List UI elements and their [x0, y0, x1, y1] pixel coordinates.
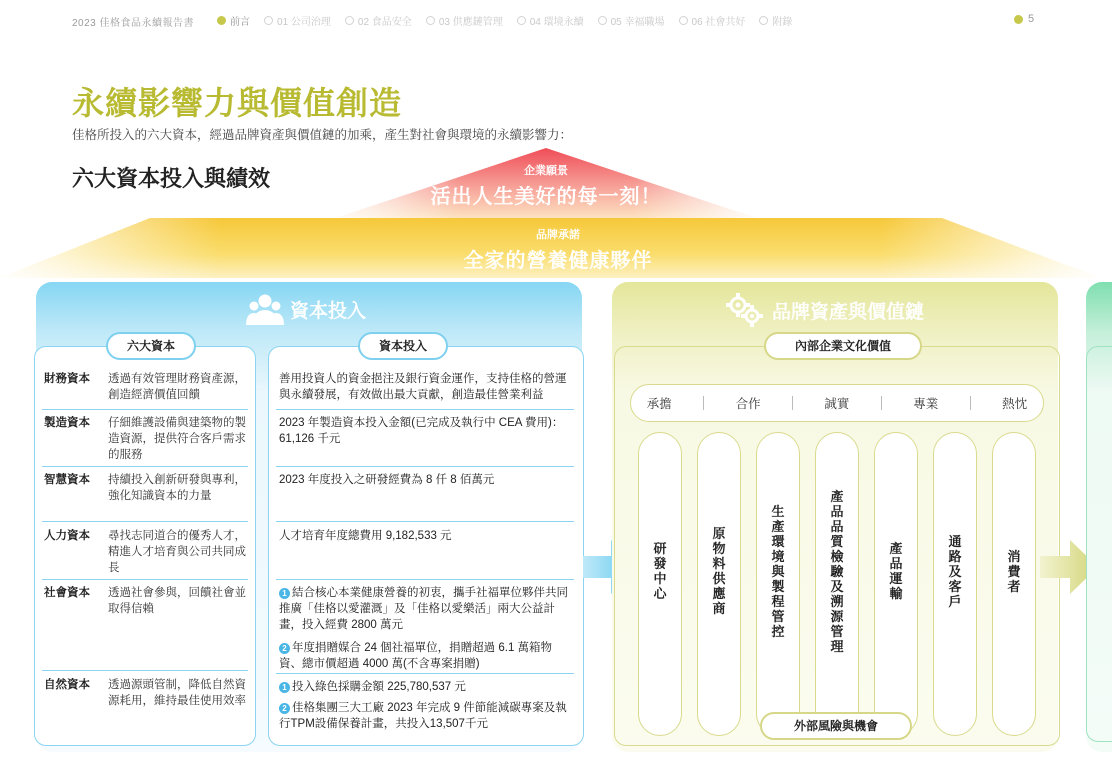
nav-dot-icon: [679, 16, 688, 25]
chain-channels: [933, 432, 977, 736]
nav-item-food-safety[interactable]: [345, 13, 412, 28]
divider: [42, 521, 248, 522]
report-title: 2023 佳格食品永續報告書: [72, 18, 195, 29]
investment-financial: 善用投資人的資金挹注及銀行資金運作，支持佳格的營運與永續發展，有效做出最大貢獻，創造最佳營業利益: [279, 373, 567, 401]
promise-label: 品牌承諾: [536, 229, 580, 241]
number-badge-icon: 2: [279, 643, 290, 654]
intro-text: 佳格所投入的六大資本，經過品牌資產與價值鏈的加乘，產生對社會與環境的永續影響力：: [72, 128, 573, 142]
nav-dot-icon: [264, 16, 273, 25]
capital-name: 財務資本: [44, 373, 90, 385]
page-title: 永續影響力與價值創造: [72, 85, 403, 121]
chain-suppliers: [697, 432, 741, 736]
capital-heading-text: 資本投入: [290, 300, 367, 322]
chapter-nav: [217, 13, 806, 28]
culture-values: [630, 384, 1044, 422]
divider: [703, 396, 704, 410]
brand-heading-text: 品牌資產與價值鏈: [772, 301, 925, 323]
promise-text: 全家的營養健康夥伴: [463, 250, 653, 272]
investment-manufacturing: 2023 年製造資本投入金額(已完成及執行中 CEA 費用)：61,126 千元: [279, 417, 564, 445]
investment-social-1: [279, 585, 573, 633]
nav-label: 05 幸福職場: [610, 17, 665, 28]
investment-intellectual: 2023 年度投入之研發經費為 8 仟 8 佰萬元: [279, 474, 495, 486]
divider: [792, 396, 793, 410]
chain-rd-center: [638, 432, 682, 736]
value-item: 合作: [735, 397, 761, 411]
capital-desc: 仔細維護設備與建築物的製造資源，提供符合客戶需求的服務: [108, 417, 246, 461]
nav-dot-icon: [517, 16, 526, 25]
page-number-value: 5: [1028, 13, 1035, 25]
investment-text: 結合核心本業健康營養的初衷，攜手社福單位夥伴共同推廣「佳格以愛灌溉」及「佳格以愛樂活」兩大公益計畫，投入經費 2800 萬元: [279, 587, 568, 631]
investment-natural-1: [279, 679, 573, 695]
divider: [42, 466, 248, 467]
divider: [42, 579, 248, 580]
capital-desc: 持續投入創新研發與專利，強化知識資本的力量: [108, 474, 246, 502]
chain-transport: [874, 432, 918, 736]
divider: [42, 670, 248, 671]
nav-item-supply-chain[interactable]: [426, 13, 503, 28]
nav-item-workplace[interactable]: [598, 13, 665, 28]
col-header-capitals: 六大資本: [106, 332, 196, 360]
chain-quality: [815, 432, 859, 736]
nav-dot-icon: [217, 16, 226, 25]
divider: [276, 409, 574, 410]
people-icon: [246, 292, 284, 326]
capital-desc: 尋找志同道合的優秀人才，精進人才培育與公司共同成長: [108, 530, 246, 574]
page-number: [1014, 13, 1034, 25]
chain-label: 生 產 環 境 與 製 程 管 控: [771, 503, 785, 639]
nav-label: 前言: [230, 17, 250, 28]
chain-label: 產 品 運 輸: [889, 541, 903, 601]
chain-consumers: [992, 432, 1036, 736]
nav-item-appendix[interactable]: [759, 13, 792, 28]
capital-name: 製造資本: [44, 417, 90, 429]
brand-heading: [724, 292, 924, 328]
capital-heading: [246, 292, 366, 326]
external-label: 外部風險與機會: [760, 712, 912, 740]
nav-item-environment[interactable]: [517, 13, 584, 28]
value-item: 專業: [913, 397, 939, 411]
gears-icon: [724, 292, 764, 328]
capital-desc: 透過社會參與，回饋社會並取得信賴: [108, 587, 246, 615]
value-item: 熱忱: [1002, 397, 1028, 411]
divider: [970, 396, 971, 410]
nav-label: 02 食品安全: [357, 17, 412, 28]
nav-label: 06 社會共好: [691, 17, 746, 28]
capital-desc: 透過有效管理財務資產源，創造經濟價值回饋: [108, 373, 246, 401]
nav-label: 04 環境永續: [529, 17, 584, 28]
chain-production: [756, 432, 800, 736]
nav-label: 附錄: [772, 17, 793, 28]
chain-label: 通 路 及 客 戶: [948, 533, 962, 609]
nav-dot-icon: [345, 16, 354, 25]
investment-social-2: [279, 640, 573, 672]
investment-text: 投入綠色採購金額 225,780,537 元: [292, 681, 466, 693]
nav-dot-icon: [759, 16, 768, 25]
col-header-investment: 資本投入: [358, 332, 448, 360]
nav-item-preface[interactable]: [217, 13, 250, 28]
investment-text: 年度捐贈媒合 24 個社福單位，捐贈超過 6.1 萬箱物資、總市價超過 4000 萬(不含專案捐贈): [279, 642, 553, 670]
investment-human: 人才培育年度總費用 9,182,533 元: [279, 530, 452, 542]
nav-label: 01 公司治理: [277, 17, 331, 28]
divider: [276, 579, 574, 580]
nav-item-governance[interactable]: [264, 13, 331, 28]
number-badge-icon: 2: [279, 703, 290, 714]
divider: [276, 673, 574, 674]
divider: [881, 396, 882, 410]
chain-label: 產 品 品 質 檢 驗 及 溯 源 管 理: [830, 488, 844, 654]
investment-natural-2: [279, 700, 573, 732]
chain-label: 研 發 中 心: [653, 541, 667, 601]
divider: [42, 409, 248, 410]
page-dot-icon: [1014, 15, 1023, 24]
vision-label: 企業願景: [524, 165, 568, 177]
divider: [276, 466, 574, 467]
chain-label: 消 費 者: [1007, 548, 1021, 594]
value-item: 承擔: [646, 397, 672, 411]
impact-box-edge: [1086, 346, 1112, 742]
nav-item-society[interactable]: [679, 13, 746, 28]
chain-label: 原 物 料 供 應 商: [712, 526, 726, 616]
value-item: 誠實: [824, 397, 850, 411]
capital-name: 人力資本: [44, 530, 90, 542]
section-subtitle: 六大資本投入與績效: [72, 166, 271, 191]
capital-name: 智慧資本: [44, 474, 90, 486]
culture-label: 內部企業文化價值: [764, 332, 922, 360]
nav-label: 03 供應鏈管理: [438, 17, 503, 28]
nav-dot-icon: [598, 16, 607, 25]
capital-desc: 透過源頭管制，降低自然資源耗用，維持最佳使用效率: [108, 679, 246, 707]
vision-text: 活出人生美好的每一刻！: [430, 186, 662, 208]
divider: [276, 521, 574, 522]
capital-name: 社會資本: [44, 587, 90, 599]
number-badge-icon: 1: [279, 588, 290, 599]
top-navigation: [0, 0, 1112, 40]
number-badge-icon: 1: [279, 682, 290, 693]
nav-dot-icon: [426, 16, 435, 25]
investment-text: 佳格集團三大工廠 2023 年完成 9 件節能減碳專案及執行TPM設備保養計畫，共投入13,507千元: [279, 702, 567, 730]
capital-name: 自然資本: [44, 679, 90, 691]
